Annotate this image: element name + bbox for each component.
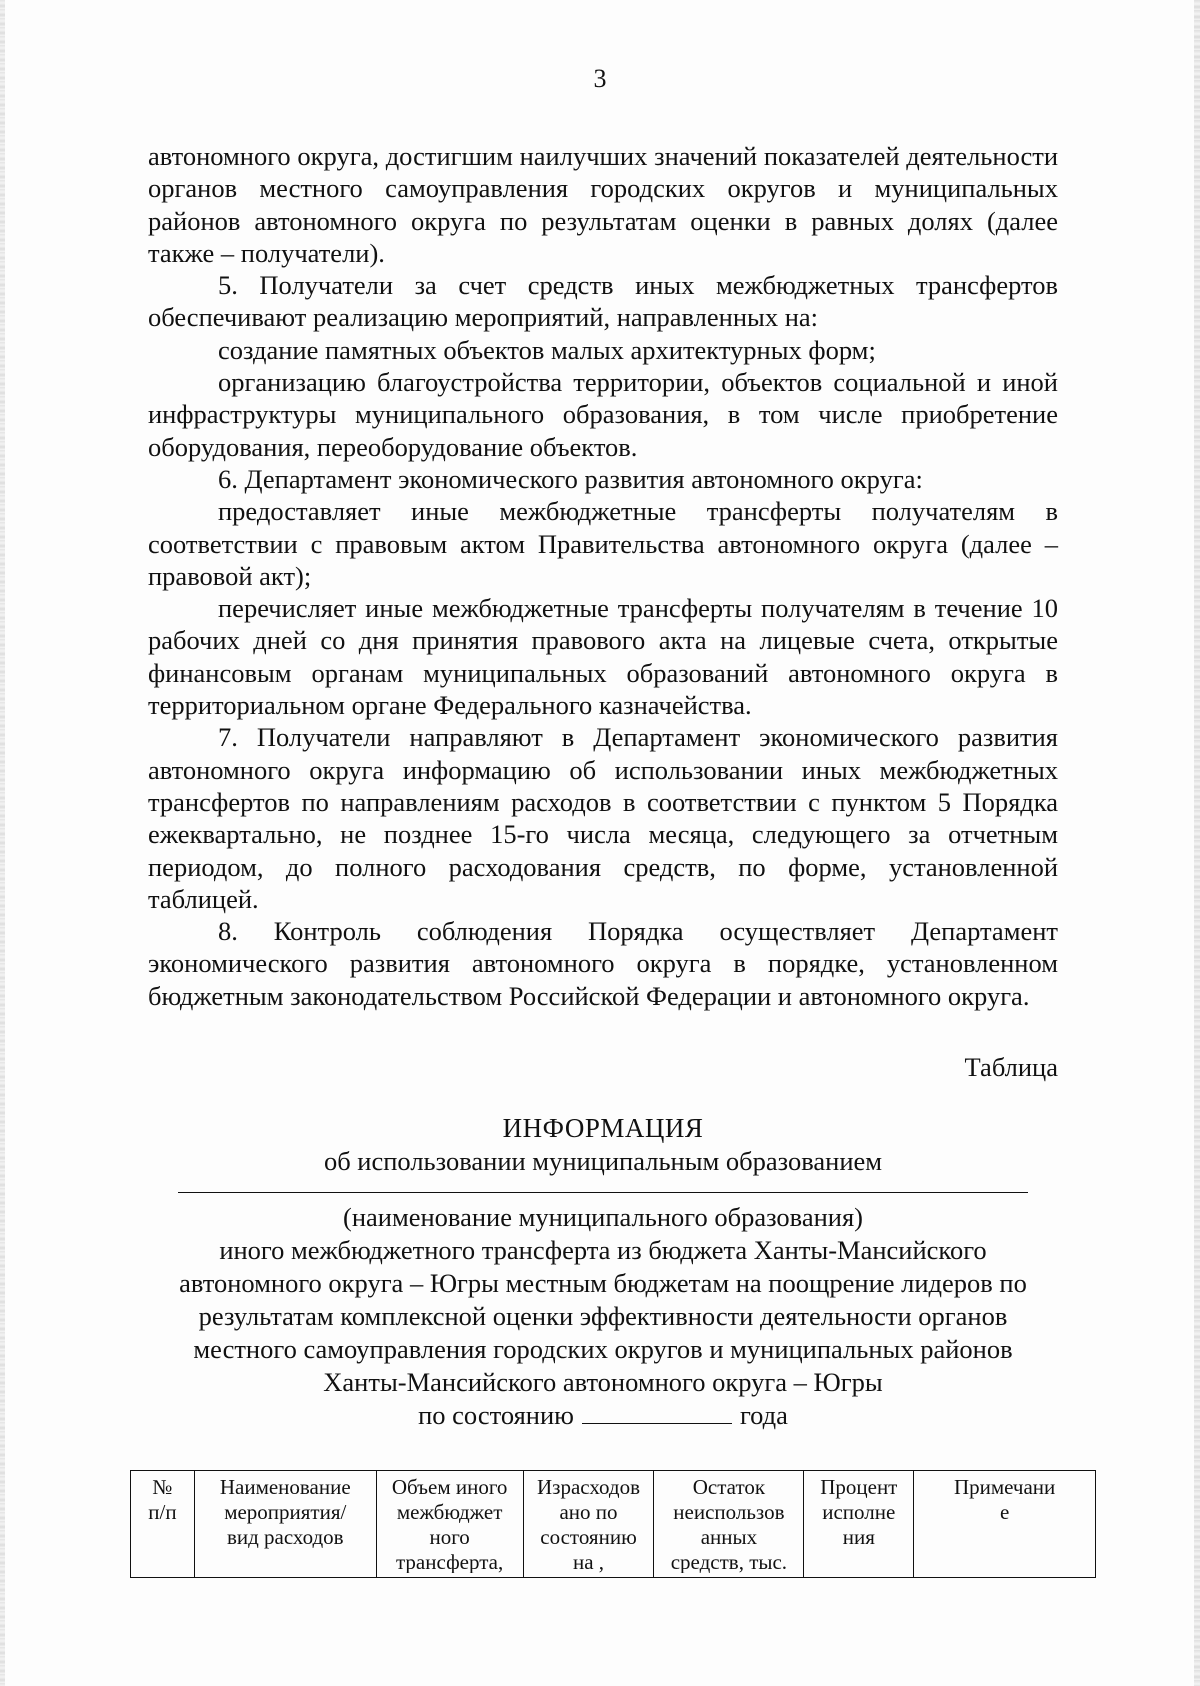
info-description-line: иного межбюджетного трансферта из бюджета Ханты-Мансийского [219, 1235, 987, 1265]
table-label: Таблица [964, 1052, 1058, 1082]
paragraph: предоставляет иные межбюджетные трансферты получателям в соответствии с правовым актом Правительства автономного округа (далее – правовой акт); [148, 496, 1058, 591]
municipality-blank-line [178, 1192, 1028, 1193]
paragraph: 5. Получатели за счет средств иных межбюджетных трансфертов обеспечивают реализацию мероприятий, направленных на: [148, 270, 1058, 333]
paragraph: организацию благоустройства территории, объектов социальной и иной инфраструктуры муниципального образования, в том числе приобретение оборудования, переоборудование объектов. [148, 367, 1058, 462]
state-date-blank [582, 1401, 732, 1424]
info-description-line: местного самоуправления городских округов и муниципальных районов [193, 1334, 1013, 1364]
table-header-row [131, 1471, 1096, 1578]
scan-edge-right [1194, 0, 1200, 1686]
page-number: 3 [593, 64, 607, 93]
info-description-line: результатам комплексной оценки эффективности деятельности органов [198, 1301, 1008, 1331]
column-header: Объем иного межбюджет ного трансферта, [376, 1471, 523, 1578]
body-text [148, 140, 1058, 1012]
paragraph: 7. Получатели направляют в Департамент экономического развития автономного округа информацию об использовании иных межбюджетных трансфертов по направлениям расходов в соответствии с пунктом 5 Порядка ежеквартально, не позднее 15-го числа месяца, следующего за отчетным периодом, до полного расходования средств, по форме, установленной таблицей. [148, 722, 1058, 914]
column-header: Остаток неиспользов анных средств, тыс. [654, 1471, 804, 1578]
info-description-line: Ханты-Мансийского автономного округа – Югры [323, 1367, 883, 1397]
state-line [148, 1399, 1058, 1432]
info-block [148, 1112, 1058, 1432]
paragraph: 8. Контроль соблюдения Порядка осуществляет Департамент экономического развития автономного округа в порядке, установленном бюджетным законодательством Российской Федерации и автономного округа. [148, 916, 1058, 1011]
column-header: Наименование мероприятия/ вид расходов [194, 1471, 376, 1578]
info-description-line: автономного округа – Югры местным бюджетам на поощрение лидеров по [179, 1268, 1027, 1298]
paragraph: перечисляет иные межбюджетные трансферты получателям в течение 10 рабочих дней со дня принятия правового акта на лицевые счета, открытые финансовым органам муниципальных образований автономного округа в территориальном органе Федерального казначейства. [148, 593, 1058, 721]
paragraph: создание памятных объектов малых архитектурных форм; [218, 334, 876, 365]
column-header: Израсходов ано по состоянию на , [523, 1471, 654, 1578]
paragraph: автономного округа, достигшим наилучших значений показателей деятельности органов местного самоуправления городских округов и муниципальных районов автономного округа по результатам оценки в равных долях (далее также – получатели). [148, 141, 1058, 268]
info-subtitle: об использовании муниципальным образованием [323, 1146, 883, 1176]
report-table-wrap [130, 1470, 1096, 1578]
report-table [130, 1470, 1096, 1578]
info-title: ИНФОРМАЦИЯ [502, 1113, 704, 1143]
state-suffix: года [739, 1400, 788, 1430]
scan-edge-left [0, 0, 5, 1686]
municipality-name-hint: (наименование муниципального образования) [343, 1202, 863, 1232]
column-header: № п/п [131, 1471, 195, 1578]
paragraph: 6. Департамент экономического развития автономного округа: [218, 463, 923, 494]
column-header: Примечани е [914, 1471, 1096, 1578]
state-prefix: по состоянию [418, 1400, 574, 1430]
column-header: Процент исполне ния [804, 1471, 914, 1578]
